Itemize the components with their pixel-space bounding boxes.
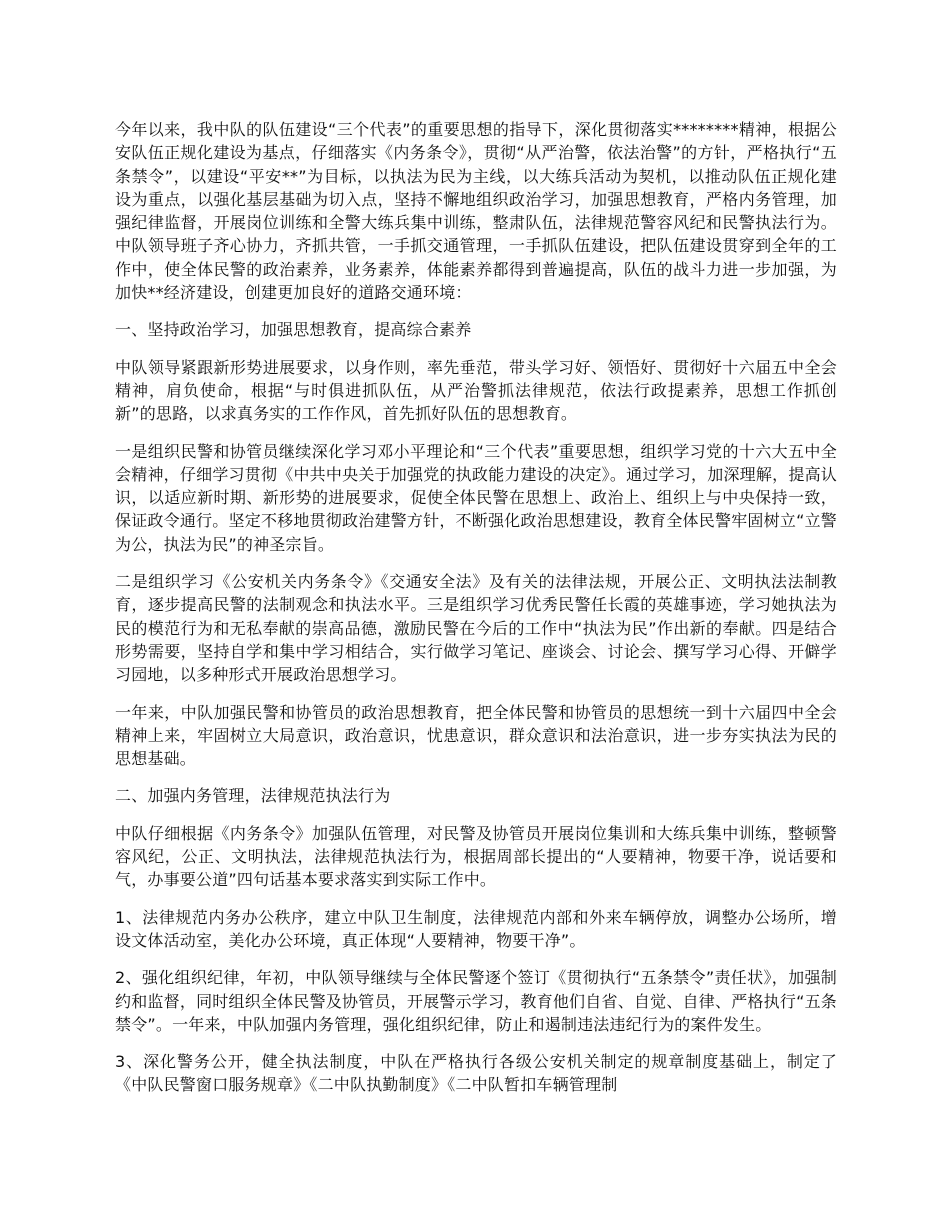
document-page [115, 118, 837, 1198]
body-paragraph: 中队领导紧跟新形势进展要求，以身作则，率先垂范，带头学习好、领悟好、贯彻好十六届五中全会精神，肩负使命，根据“与时俱进抓队伍，从严治警抓法律规范，依法行政提素养，思想工作抓创新”的思路，以求真务实的工作作风，首先抓好队伍的思想教育。 [115, 357, 837, 424]
body-paragraph: 中队仔细根据《内务条令》加强队伍管理，对民警及协管员开展岗位集训和大练兵集中训练，整顿警容风纪，公正、文明执法，法律规范执法行为，根据周部长提出的“人要精神，物要干净，说话要和气，办事要公道”四句话基本要求落实到实际工作中。 [115, 823, 837, 890]
section-heading-1: 一、坚持政治学习，加强思想教育，提高综合素养 [115, 320, 472, 340]
intro-paragraph: 今年以来，我中队的队伍建设“三个代表”的重要思想的指导下，深化贯彻落实********精神，根据公安队伍正规化建设为基点，仔细落实《内务条令》，贯彻“从严治警，依法治警”的方针，严格执行“五条禁令”，以建设“平安**”为目标，以执法为民为主线，以大练兵活动为契机，以推动队伍正规化建设为重点，以强化基层基础为切入点，坚持不懈地组织政治学习，加强思想教育，严格内务管理，加强纪律监督，开展岗位训练和全警大练兵集中训练，整肃队伍，法律规范警容风纪和民警执法行为。中队领导班子齐心协力，齐抓共管，一手抓交通管理，一手抓队伍建设，把队伍建设贯穿到全年的工作中，使全体民警的政治素养，业务素养，体能素养都得到普遍提高，队伍的战斗力进一步加强，为加快**经济建设，创建更加良好的道路交通环境： [115, 120, 837, 303]
list-item: 2、强化组织纪律，年初，中队领导继续与全体民警逐个签订《贯彻执行“五条禁令”责任状》，加强制约和监督，同时组织全体民警及协管员，开展警示学习，教育他们自省、自觉、自律、严格执行“五条禁令”。一年来，中队加强内务管理，强化组织纪律，防止和遏制违法违纪行为的案件发生。 [115, 968, 837, 1034]
body-paragraph: 一年来，中队加强民警和协管员的政治思想教育，把全体民警和协管员的思想统一到十六届四中全会精神上来，牢固树立大局意识，政治意识，忧患意识，群众意识和法治意识，进一步夯实执法为民的思想基础。 [115, 702, 837, 769]
body-paragraph: 一是组织民警和协管员继续深化学习邓小平理论和“三个代表”重要思想，组织学习党的十六大五中全会精神，仔细学习贯彻《中共中央关于加强党的执政能力建设的决定》。通过学习，加深理解，提高认识，以适应新时期、新形势的进展要求，促使全体民警在思想上、政治上、组织上与中央保持一致，保证政令通行。坚定不移地贯彻政治建警方针，不断强化政治思想建设，教育全体民警牢固树立“立警为公，执法为民”的神圣宗旨。 [115, 441, 837, 554]
list-item: 1、法律规范内务办公秩序，建立中队卫生制度，法律规范内部和外来车辆停放，调整办公场所，增设文体活动室，美化办公环境，真正体现“人要精神，物要干净”。 [115, 907, 837, 950]
list-item: 3、深化警务公开，健全执法制度，中队在严格执行各级公安机关制定的规章制度基础上，制定了《中队民警窗口服务规章》《二中队执勤制度》《二中队暂扣车辆管理制 [115, 1052, 837, 1095]
body-paragraph: 二是组织学习《公安机关内务条令》《交通安全法》及有关的法律法规，开展公正、文明执法法制教育，逐步提高民警的法制观念和执法水平。三是组织学习优秀民警任长霞的英雄事迹，学习她执法为民的模范行为和无私奉献的崇高品德，激励民警在今后的工作中“执法为民”作出新的奉献。四是结合形势需要，坚持自学和集中学习相结合，实行做学习笔记、座谈会、讨论会、撰写学习心得、开僻学习园地，以多种形式开展政治思想学习。 [115, 572, 837, 685]
section-heading-2: 二、加强内务管理，法律规范执法行为 [115, 786, 391, 806]
